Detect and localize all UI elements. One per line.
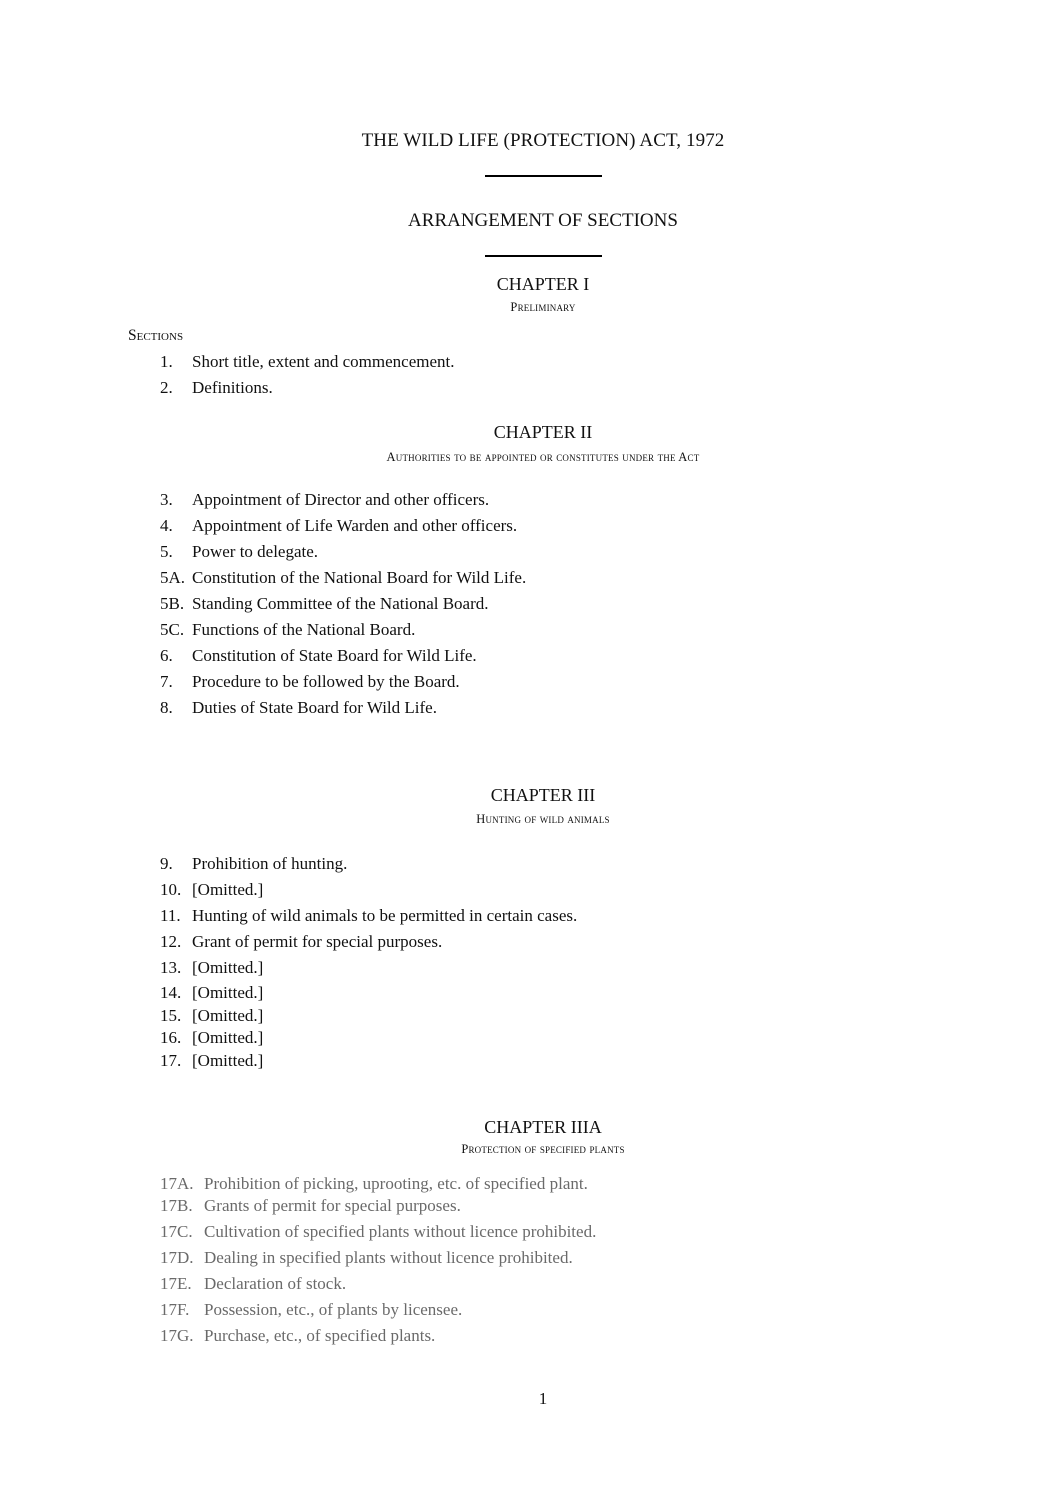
- chapter-heading: CHAPTER III: [490, 785, 596, 805]
- section-item: 4. Appointment of Life Warden and other officers.: [160, 516, 518, 535]
- section-item: 17A. Prohibition of picking, uprooting, etc. of specified plant.: [160, 1174, 588, 1193]
- chapter-subheading: Authorities to be appointed or constitutes under the Act: [386, 450, 700, 464]
- section-item: 17F. Possession, etc., of plants by licensee.: [160, 1300, 463, 1319]
- section-item: 15. [Omitted.]: [160, 1006, 264, 1025]
- section-item: 13. [Omitted.]: [160, 958, 264, 977]
- section-item: 6. Constitution of State Board for Wild Life.: [160, 646, 477, 665]
- section-item: 10. [Omitted.]: [160, 880, 264, 899]
- section-item: 5. Power to delegate.: [160, 542, 319, 561]
- section-item: 5C. Functions of the National Board.: [160, 620, 416, 639]
- section-item: 17B. Grants of permit for special purposes.: [160, 1196, 461, 1215]
- section-item: 7. Procedure to be followed by the Board.: [160, 672, 460, 691]
- section-item: 16. [Omitted.]: [160, 1028, 264, 1047]
- arrangement-heading: ARRANGEMENT OF SECTIONS: [408, 210, 678, 231]
- section-item: 17C. Cultivation of specified plants without licence prohibited.: [160, 1222, 597, 1241]
- chapter-heading: CHAPTER II: [493, 422, 593, 442]
- section-item: 8. Duties of State Board for Wild Life.: [160, 698, 437, 717]
- section-item: 5B. Standing Committee of the National Board.: [160, 594, 489, 613]
- arrangement-divider: [485, 255, 602, 257]
- section-item: 14. [Omitted.]: [160, 983, 264, 1002]
- chapter-heading: CHAPTER IIIA: [484, 1117, 602, 1137]
- chapter-subheading: Preliminary: [510, 300, 576, 314]
- title-divider: [485, 175, 602, 177]
- section-item: 17. [Omitted.]: [160, 1051, 264, 1070]
- section-item: 1. Short title, extent and commencement.: [160, 352, 455, 371]
- section-item: 17E. Declaration of stock.: [160, 1274, 347, 1293]
- section-item: 11. Hunting of wild animals to be permitted in certain cases.: [160, 906, 578, 925]
- section-item: 9. Prohibition of hunting.: [160, 854, 348, 873]
- section-item: 2. Definitions.: [160, 378, 273, 397]
- section-item: 3. Appointment of Director and other officers.: [160, 490, 490, 509]
- sections-label: Sections: [128, 327, 184, 344]
- chapter-subheading: Protection of specified plants: [461, 1142, 625, 1156]
- page-number: 1: [538, 1389, 548, 1408]
- section-item: 12. Grant of permit for special purposes.: [160, 932, 443, 951]
- act-title: THE WILD LIFE (PROTECTION) ACT, 1972: [361, 130, 725, 151]
- chapter-heading: CHAPTER I: [496, 274, 590, 294]
- section-item: 5A. Constitution of the National Board for Wild Life.: [160, 568, 527, 587]
- chapter-subheading: Hunting of wild animals: [476, 812, 610, 826]
- section-item: 17G. Purchase, etc., of specified plants.: [160, 1326, 436, 1345]
- section-item: 17D. Dealing in specified plants without licence prohibited.: [160, 1248, 573, 1267]
